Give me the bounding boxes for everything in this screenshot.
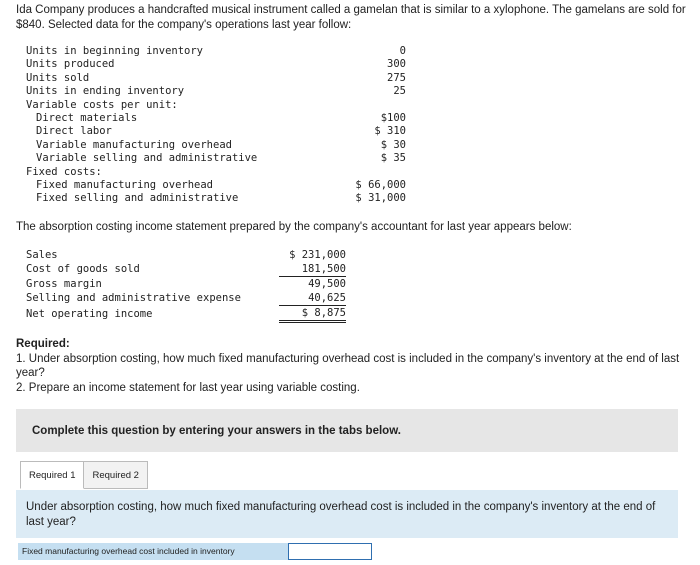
data-row-value	[338, 99, 406, 112]
data-row-label: Units in ending inventory	[26, 85, 185, 98]
complete-prompt-box	[16, 409, 678, 452]
tab-required-2[interactable]: Required 2	[84, 461, 147, 489]
data-row-label: Variable selling and administrative	[36, 152, 258, 165]
data-row-value: $ 310	[374, 125, 406, 138]
income-row-value: $ 8,875	[301, 307, 346, 319]
data-row	[26, 192, 406, 205]
required-item-1: 1. Under absorption costing, how much fixed manufacturing overhead cost is included in the company's inventory at the end of last year?	[16, 352, 680, 379]
absorption-income-statement	[26, 248, 346, 323]
data-row	[26, 125, 406, 138]
data-row	[26, 58, 406, 71]
income-row-value: 181,500	[301, 263, 346, 275]
income-row-value: 49,500	[308, 278, 346, 290]
data-row-value: 275	[387, 71, 406, 84]
operations-data-table	[26, 45, 406, 206]
answer-label: Fixed manufacturing overhead cost included in inventory	[18, 543, 288, 560]
data-row-value: $100	[380, 112, 406, 125]
data-row-label: Fixed selling and administrative	[36, 192, 239, 205]
data-row	[26, 139, 406, 152]
answer-input[interactable]	[288, 543, 372, 560]
income-row-label: Sales	[26, 249, 58, 261]
data-row-value: $ 30	[380, 138, 406, 151]
data-row-value: 300	[387, 58, 406, 71]
tab-required-1[interactable]: Required 1	[20, 461, 84, 489]
data-row-value: $ 35	[380, 152, 406, 165]
complete-prompt: Complete this question by entering your answers in the tabs below.	[32, 424, 401, 437]
statement-intro: The absorption costing income statement prepared by the company's accountant for last year appears below:	[16, 221, 572, 233]
question-panel	[16, 490, 678, 538]
required-item-2: 2. Prepare an income statement for last year using variable costing.	[16, 381, 360, 394]
data-row-label: Fixed costs:	[26, 165, 102, 178]
data-row-label: Direct materials	[36, 112, 138, 125]
data-row	[26, 152, 406, 165]
income-row-label: Selling and administrative expense	[26, 292, 241, 305]
data-row	[26, 45, 406, 58]
question-tabs	[20, 461, 148, 491]
data-row-value: $ 31,000	[355, 192, 406, 205]
required-section	[16, 337, 686, 395]
data-row-value: 0	[399, 45, 406, 57]
data-row	[26, 179, 406, 192]
data-row-label: Direct labor	[36, 125, 112, 138]
data-row	[26, 112, 406, 125]
income-row	[26, 277, 346, 292]
data-row-label: Variable manufacturing overhead	[36, 138, 232, 151]
data-row-label: Units in beginning inventory	[26, 45, 204, 57]
income-row-value: 40,625	[308, 292, 346, 304]
data-row-value	[338, 166, 406, 179]
data-row	[26, 72, 406, 85]
income-row-label: Net operating income	[26, 307, 153, 320]
income-row	[26, 262, 346, 277]
data-row	[26, 166, 406, 179]
data-row-label: Units sold	[26, 71, 90, 84]
income-row-label: Gross margin	[26, 277, 102, 290]
data-row-label: Variable costs per unit:	[26, 98, 178, 111]
data-row-label: Units produced	[26, 58, 115, 71]
data-row	[26, 85, 406, 98]
income-row	[26, 248, 346, 262]
data-row	[26, 99, 406, 112]
problem-intro: Ida Company produces a handcrafted musical instrument called a gamelan that is similar to a xylophone. The gamelans are sold for $840. Selected data for the company's operations last year follow:	[16, 4, 686, 31]
question-text: Under absorption costing, how much fixed manufacturing overhead cost is included in the company's inventory at the end of last year?	[26, 501, 656, 528]
income-row	[26, 306, 346, 322]
income-row	[26, 291, 346, 306]
income-row-value: $ 231,000	[289, 249, 346, 261]
required-heading: Required:	[16, 338, 70, 350]
income-row-label: Cost of goods sold	[26, 263, 140, 276]
data-row-value: 25	[393, 85, 406, 98]
data-row-value: $ 66,000	[355, 179, 406, 192]
answer-row	[18, 543, 372, 560]
data-row-label: Fixed manufacturing overhead	[36, 179, 214, 192]
